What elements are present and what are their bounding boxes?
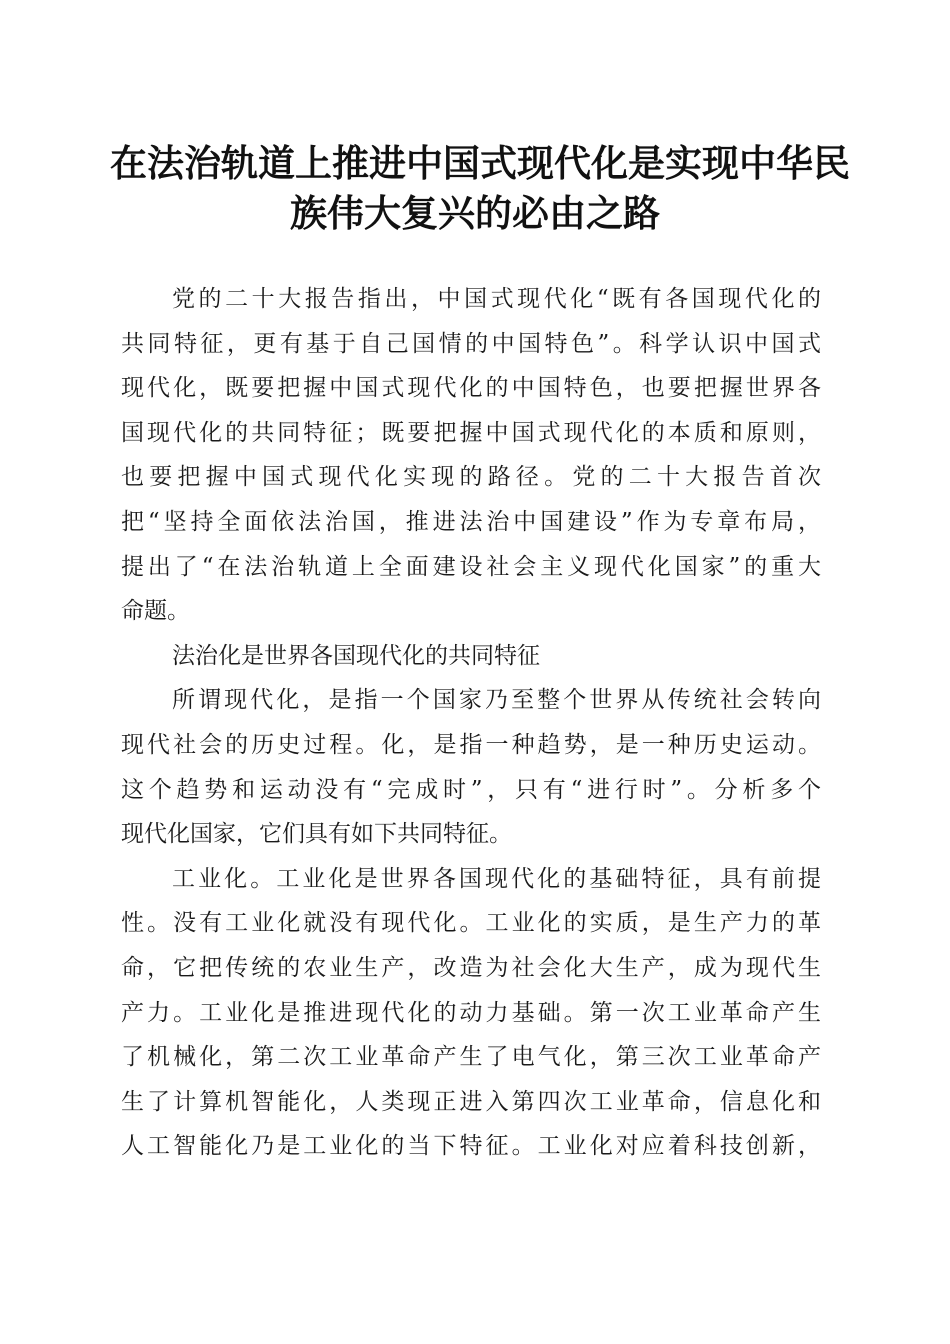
paragraph-line: 产力。工业化是推进现代化的动力基础。第一次工业革命产生	[121, 999, 821, 1026]
paragraph-line: 工业化。工业化是世界各国现代化的基础特征，具有前提	[172, 865, 821, 892]
paragraph-line: 命，它把传统的农业生产，改造为社会化大生产，成为现代生	[121, 954, 821, 981]
paragraph-line: 所谓现代化，是指一个国家乃至整个世界从传统社会转向	[172, 687, 821, 714]
title-line-2: 族伟大复兴的必由之路	[290, 191, 660, 235]
paragraph-industrialization	[121, 857, 821, 1169]
paragraph-modernization	[121, 678, 821, 856]
paragraph-line: 现代社会的历史过程。化，是指一种趋势，是一种历史运动。	[121, 731, 821, 758]
paragraph-line: 性。没有工业化就没有现代化。工业化的实质，是生产力的革	[121, 910, 821, 937]
paragraph-line: 这个趋势和运动没有“完成时”，只有“进行时”。分析多个	[121, 776, 821, 803]
section-heading-text: 法治化是世界各国现代化的共同特征	[172, 642, 540, 669]
paragraph-line: 党的二十大报告指出，中国式现代化“既有各国现代化的	[172, 286, 821, 312]
paragraph-line: 现代化国家，它们具有如下共同特征。	[121, 821, 512, 848]
document-body	[121, 277, 821, 1169]
document-title	[110, 138, 850, 238]
paragraph-line: 国现代化的共同特征；既要把握中国式现代化的本质和原则，	[121, 419, 821, 446]
paragraph-line: 把“坚持全面依法治国，推进法治中国建设”作为专章布局，	[121, 508, 821, 535]
title-line-1: 在法治轨道上推进中国式现代化是实现中华民	[110, 141, 850, 185]
paragraph-line: 了机械化，第二次工业革命产生了电气化，第三次工业革命产	[121, 1044, 821, 1071]
paragraph-line: 人工智能化乃是工业化的当下特征。工业化对应着科技创新，	[121, 1133, 821, 1160]
paragraph-line: 现代化，既要把握中国式现代化的中国特色，也要把握世界各	[121, 375, 821, 402]
section-heading	[121, 634, 821, 679]
paragraph-line: 也要把握中国式现代化实现的路径。党的二十大报告首次	[121, 464, 821, 491]
paragraph-line: 共同特征，更有基于自己国情的中国特色”。科学认识中国式	[121, 330, 821, 357]
paragraph-line: 生了计算机智能化，人类现正进入第四次工业革命，信息化和	[121, 1088, 821, 1115]
paragraph-intro	[121, 277, 821, 634]
paragraph-line: 命题。	[121, 598, 190, 625]
paragraph-line: 提出了“在法治轨道上全面建设社会主义现代化国家”的重大	[121, 553, 821, 580]
